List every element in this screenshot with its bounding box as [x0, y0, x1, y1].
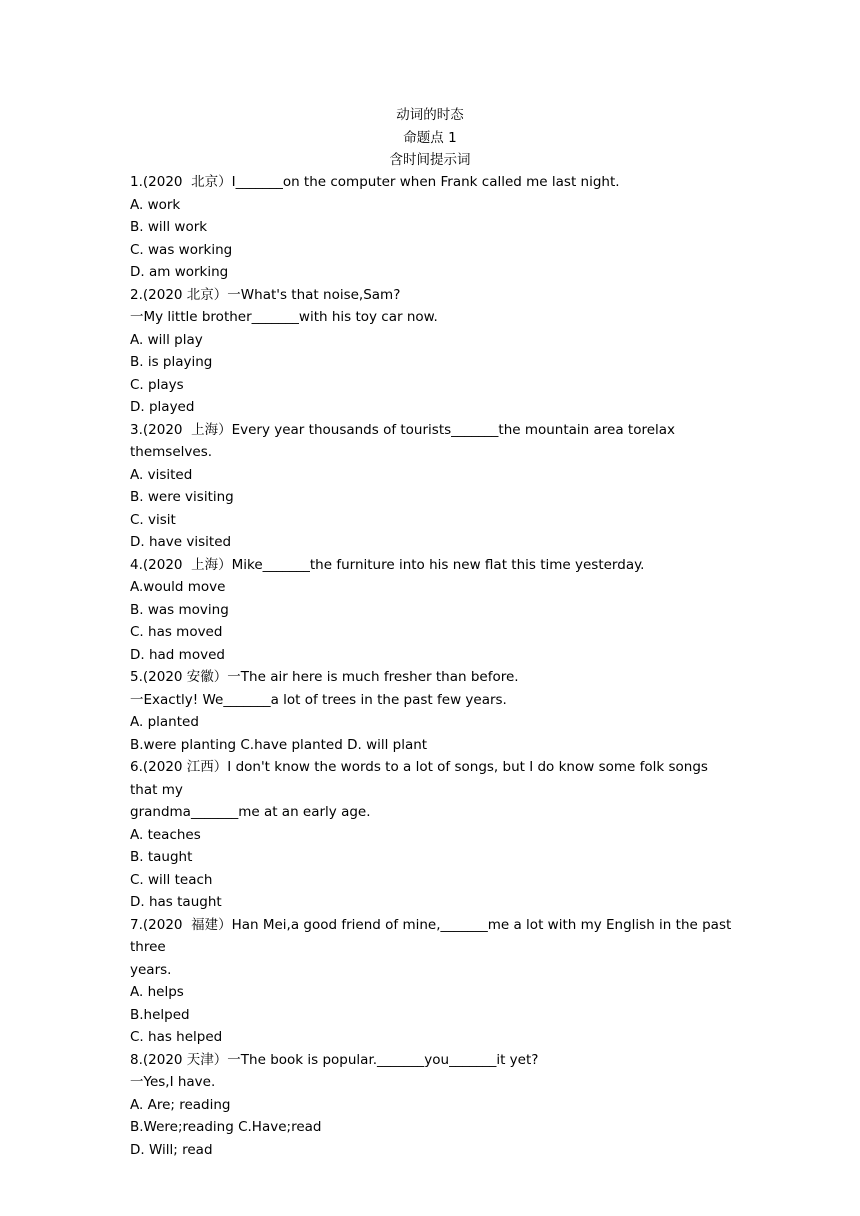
question-3-stem: 3.(2020 上海）Every year thousands of tourists_______the mountain area torelax themselves.	[130, 421, 680, 460]
document-subtitle: 命题点 1	[403, 129, 457, 146]
question-5-options-bcd: B.were planting C.have planted D. will plant	[130, 736, 428, 753]
question-8-reply: 一Yes,I have.	[130, 1074, 216, 1090]
question-7-stem: 7.(2020 福建）Han Mei,a good friend of mine,_______me a lot with my English in the past three	[130, 916, 736, 955]
question-6-option-c: C. will teach	[130, 871, 213, 888]
question-1-option-c: C. was working	[130, 241, 233, 258]
question-list	[130, 171, 736, 1161]
question-1-option-d: D. am working	[130, 264, 229, 280]
question-2-option-d: D. played	[130, 399, 195, 415]
question-7-stem-continued: years.	[130, 961, 172, 978]
question-3-option-a: A. visited	[130, 466, 193, 483]
question-8-stem: 8.(2020 天津）一The book is popular._______you_______it yet?	[130, 1051, 539, 1068]
question-6-stem-continued: grandma_______me at an early age.	[130, 804, 371, 820]
question-4-option-d: D. had moved	[130, 646, 225, 663]
question-5-stem: 5.(2020 安徽）一The air here is much fresher than before.	[130, 669, 519, 685]
question-2-option-c: C. plays	[130, 376, 184, 393]
question-5-reply: 一Exactly! We_______a lot of trees in the past few years.	[130, 691, 507, 708]
question-3-option-d: D. have visited	[130, 534, 232, 550]
question-3-option-b: B. were visiting	[130, 489, 234, 505]
question-6-option-b: B. taught	[130, 849, 193, 865]
question-6-option-d: D. has taught	[130, 894, 222, 910]
question-8-options-bc: B.Were;reading C.Have;read	[130, 1119, 322, 1135]
question-6-option-a: A. teaches	[130, 826, 201, 843]
question-4-option-c: C. has moved	[130, 624, 223, 640]
question-3-option-c: C. visit	[130, 511, 176, 528]
section-heading: 含时间提示词	[389, 152, 471, 168]
question-7-option-b: B.helped	[130, 1006, 190, 1023]
document-title: 动词的时态	[396, 107, 464, 123]
question-7-option-c: C. has helped	[130, 1029, 223, 1045]
question-8-option-d: D. Will; read	[130, 1141, 213, 1158]
question-5-option-a: A. planted	[130, 714, 199, 730]
question-2-stem: 2.(2020 北京）一What's that noise,Sam?	[130, 286, 401, 303]
title-block	[0, 104, 860, 172]
question-1-option-b: B. will work	[130, 219, 208, 235]
question-2-reply: 一My little brother_______with his toy car now.	[130, 309, 438, 325]
question-4-stem: 4.(2020 上海）Mike_______the furniture into his new flat this time yesterday.	[130, 556, 645, 573]
question-1-stem: 1.(2020 北京）I_______on the computer when Frank called me last night.	[130, 174, 620, 190]
question-2-option-a: A. will play	[130, 331, 203, 348]
question-1-option-a: A. work	[130, 196, 181, 213]
question-4-option-a: A.would move	[130, 579, 226, 595]
question-8-option-a: A. Are; reading	[130, 1096, 231, 1113]
question-6-stem: 6.(2020 江西）I don't know the words to a lot of songs, but I do know some folk songs that my	[130, 759, 713, 798]
question-2-option-b: B. is playing	[130, 354, 213, 370]
question-4-option-b: B. was moving	[130, 601, 229, 618]
question-7-option-a: A. helps	[130, 984, 184, 1000]
